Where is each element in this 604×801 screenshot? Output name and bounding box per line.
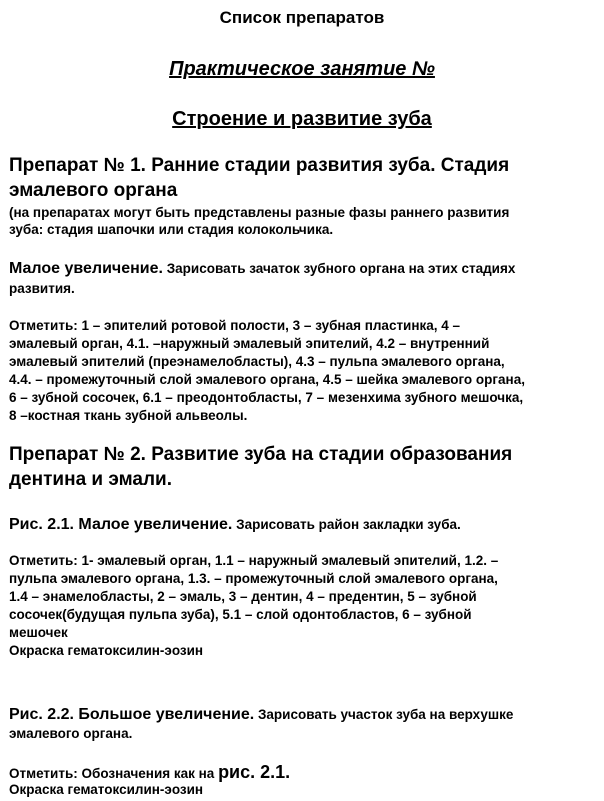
prep1-magnification: [9, 260, 515, 278]
fig22-stain: Окраска гематоксилин-эозин: [9, 782, 204, 797]
fig21-mark-line: Отметить: 1- эмалевый орган, 1.1 – наружный эмалевый эпителий, 1.2. –: [9, 553, 499, 568]
prep1-note-line2: зуба: стадия шапочки или стадия колокольчика.: [9, 222, 334, 237]
prep1-mark-line: Отметить: 1 – эпителий ротовой полости, 3 – зубная пластинка, 4 –: [9, 318, 461, 333]
lesson-topic: Строение и развитие зуба: [172, 108, 432, 130]
fig21-mark-line: пульпа эмалевого органа, 1.3. – промежуточный слой эмалевого органа,: [9, 571, 498, 586]
lesson-subtitle: Практическое занятие №: [169, 58, 435, 80]
prep1-mag-text-line2: развития.: [9, 281, 75, 296]
prep1-mag-text: Зарисовать зачаток зубного органа на этих стадиях: [162, 261, 516, 276]
fig22-text-line2: эмалевого органа.: [9, 726, 133, 741]
fig22-text: Зарисовать участок зуба на верхушке: [254, 707, 514, 722]
fig21-mark-line: мешочек: [9, 625, 68, 640]
prep2-heading-line1: Препарат № 2. Развитие зуба на стадии образования: [9, 444, 513, 465]
prep1-mark-line: эмалевый орган, 4.1. –наружный эмалевый эпителий, 4.2 – внутренний: [9, 336, 490, 351]
prep1-mark-line: 4.4. – промежуточный слой эмалевого органа, 4.5 – шейка эмалевого органа,: [9, 372, 525, 387]
fig21-mark-line: 1.4 – энамелобласты, 2 – эмаль, 3 – дентин, 4 – предентин, 5 – зубной: [9, 589, 477, 604]
prep1-mag-label: Малое увеличение.: [9, 260, 163, 277]
prep1-mark-line: 6 – зубной сосочек, 6.1 – преодонтобласты, 7 – мезенхима зубного мешочка,: [9, 390, 524, 405]
fig22-mark-ref: рис. 2.1.: [218, 762, 291, 782]
prep1-mark-line: эмалевый эпителий (преэнамелобласты), 4.3 – пульпа эмалевого органа,: [9, 354, 505, 369]
fig21-text: Зарисовать район закладки зуба.: [232, 517, 461, 532]
prep2-heading-line2: дентина и эмали.: [9, 469, 173, 490]
fig22-mark: [9, 762, 290, 783]
fig22-mark-prefix: Отметить: Обозначения как на: [9, 766, 219, 781]
fig21-mark-line: сосочек(будущая пульпа зуба), 5.1 – слой одонтобластов, 6 – зубной: [9, 607, 472, 622]
fig21-caption: [9, 516, 461, 534]
fig21-stain: Окраска гематоксилин-эозин: [9, 643, 204, 658]
fig21-label: Рис. 2.1. Малое увеличение.: [9, 516, 233, 533]
prep1-heading-line2: эмалевого органа: [9, 180, 178, 201]
prep1-mark-line: 8 –костная ткань зубной альвеолы.: [9, 408, 248, 423]
document-title: Список препаратов: [219, 8, 385, 27]
prep1-heading-line1: Препарат № 1. Ранние стадии развития зуба. Стадия: [9, 155, 510, 176]
fig22-caption: [9, 706, 513, 724]
prep1-note-line1: (на препаратах могут быть представлены разные фазы раннего развития: [9, 205, 510, 220]
fig22-label: Рис. 2.2. Большое увеличение.: [9, 706, 255, 723]
